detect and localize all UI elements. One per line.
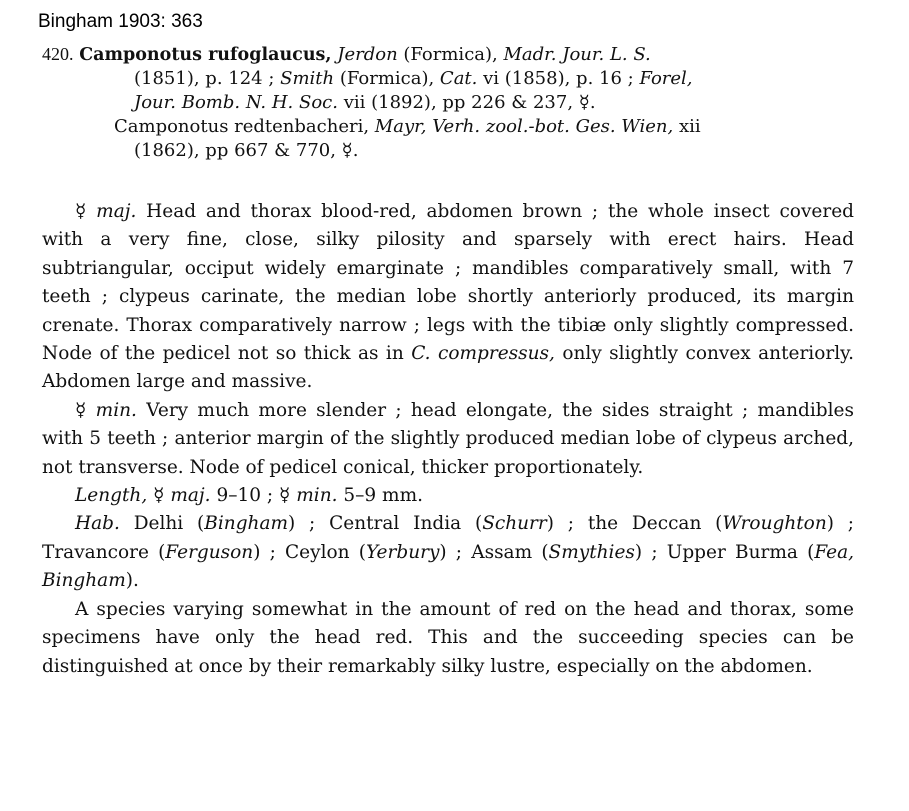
journal-bombay-pages: vii (1892), pp 226 & 237, ☿. <box>337 92 596 113</box>
synonym-line-1 <box>42 115 854 139</box>
author-jerdon: Jerdon <box>337 44 398 65</box>
journal-wien-volume: xii <box>673 116 701 137</box>
collector-yerbury: Yerbury <box>365 541 440 563</box>
paragraph-habitat <box>42 510 854 595</box>
collector-schurr: Schurr <box>482 513 547 535</box>
citation-genus: (Formica), <box>397 44 504 65</box>
collector-ferguson: Ferguson <box>165 541 254 563</box>
journal-madras: Madr. Jour. L. S. <box>503 44 651 65</box>
major-description: Head and thorax blood-red, abdomen brown ; the whole insect covered with a very fine, close, silky pilosity and sparsely with erect hairs. Head subtriangular, occiput widely emarginate ; mandibles comparatively small, with 7 teeth ; clypeus carinate, the median lobe shortly anteriorly produced, its margin crenate. Thorax comparatively narrow ; legs with the tibiæ only slightly compressed. Node of the pedicel not so thick as in <box>42 201 854 365</box>
caste-major: maj. <box>96 201 137 222</box>
length-minor-value: 5–9 mm. <box>337 485 424 507</box>
length-major-value: 9–10 ; ☿ <box>210 485 297 507</box>
entry-line-1 <box>42 42 854 67</box>
loc-ceylon: ) ; Ceylon ( <box>253 541 366 563</box>
length-label: Length, <box>75 485 148 507</box>
collector-smythies: Smythies <box>548 541 635 563</box>
paragraph-worker-minor <box>42 397 854 482</box>
loc-delhi: Delhi ( <box>119 513 205 535</box>
collector-wroughton: Wroughton <box>722 513 827 535</box>
journal-bombay: Jour. Bomb. N. H. Soc. <box>134 92 338 113</box>
author-forel: Forel, <box>639 68 693 89</box>
loc-assam: ) ; Assam ( <box>439 541 549 563</box>
paragraph-worker-major <box>42 198 854 397</box>
worker-symbol: ☿ <box>75 399 96 421</box>
catalogue-page: vi (1858), p. 16 ; <box>477 68 640 89</box>
loc-upper-burma: ) ; Upper Burma ( <box>634 541 815 563</box>
caste-minor: min. <box>95 399 137 421</box>
collector-bingham: Bingham <box>204 513 289 535</box>
length-minor: min. <box>296 485 338 507</box>
paragraph-remarks <box>42 596 854 681</box>
habitat-end: ). <box>125 570 139 592</box>
loc-central-india: ) ; Central India ( <box>288 513 483 535</box>
species-entry-header <box>42 42 854 163</box>
species-compressus: C. compressus, <box>411 343 555 365</box>
collector-fea-bingham: Fea, Bingham <box>42 541 854 592</box>
entry-number: 420. <box>42 44 74 64</box>
entry-line-2 <box>42 67 854 91</box>
page-caption: Bingham 1903: 363 <box>38 11 203 32</box>
minor-description: Very much more slender ; head elongate, the sides straight ; mandibles with 5 teeth ; anterior margin of the slightly produced median lobe of clypeus arched, not transverse. Node of pedicel conical, thicker proportionately. <box>42 399 854 478</box>
journal-wien: Verh. zool.-bot. Ges. Wien, <box>426 116 674 137</box>
description-body <box>42 198 854 681</box>
citation-year: (1851), p. 124 ; <box>134 68 281 89</box>
paragraph-length <box>42 482 854 510</box>
author-smith: Smith <box>280 68 335 89</box>
loc-travancore: ) ; Travancore ( <box>42 513 854 563</box>
synonym-line-2 <box>42 139 854 163</box>
catalogue-ref: Cat. <box>439 68 478 89</box>
citation-genus-2: (Formica), <box>334 68 440 89</box>
synonym-name: Camponotus redtenbacheri, <box>114 116 375 137</box>
author-mayr: Mayr, <box>374 116 427 137</box>
taxon-name: Camponotus rufoglaucus, <box>79 45 332 65</box>
synonym-pages: (1862), pp 667 & 770, ☿. <box>134 140 359 161</box>
remarks-text: A species varying somewhat in the amount of red on the head and thorax, some specimens have only the head red. This and the succeeding species can be distinguished at once by their remarkably silky lustre, especially on the abdomen. <box>42 598 854 677</box>
habitat-label: Hab. <box>75 513 120 535</box>
worker-symbol: ☿ <box>75 201 97 222</box>
length-major: maj. <box>170 485 211 507</box>
length-symbol: ☿ <box>147 485 171 507</box>
major-description-end: only slightly convex anteriorly. Abdomen large and massive. <box>42 343 854 393</box>
entry-line-3 <box>42 91 854 115</box>
loc-deccan: ) ; the Deccan ( <box>546 513 723 535</box>
